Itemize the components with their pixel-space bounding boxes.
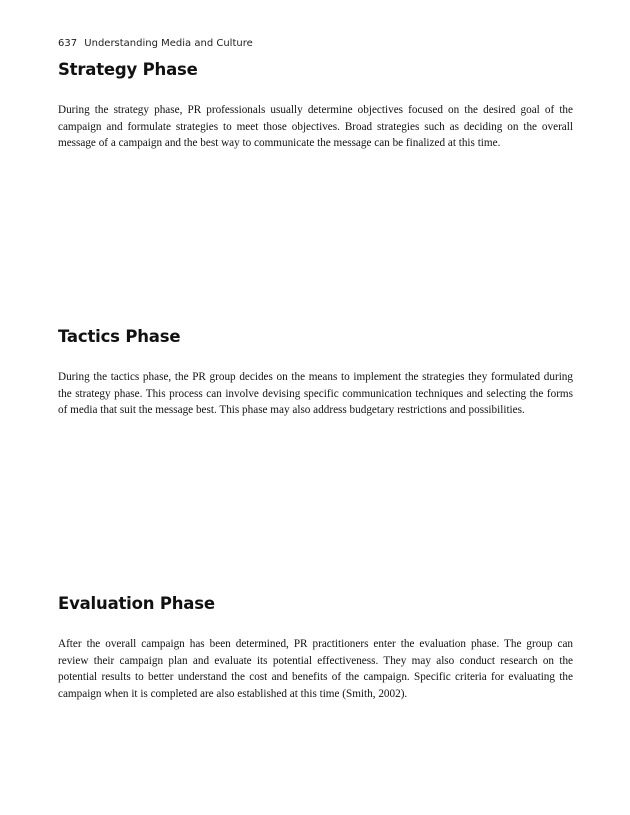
section-strategy-phase [58, 60, 573, 152]
section-evaluation-phase [58, 594, 573, 702]
section-paragraph: During the strategy phase, PR professionals usually determine objectives focused on the desired goal of the campaign and formulate strategies to meet those objectives. Broad strategies such as deciding on the overall message of a campaign and the best way to communicate the message can be finalized at this time. [58, 104, 573, 150]
page-number: 637 [58, 38, 78, 49]
section-heading: Evaluation Phase [58, 594, 215, 613]
section-tactics-phase [58, 327, 573, 419]
book-title: Understanding Media and Culture [84, 38, 253, 49]
section-paragraph: After the overall campaign has been determined, PR practitioners enter the evaluation phase. The group can review their campaign plan and evaluate its potential effectiveness. They may also conduct research on the potential results to better understand the cost and benefits of the campaign. Specific criteria for evaluating the campaign when it is completed are also established at this time (Smith, 2002). [58, 638, 573, 700]
section-heading: Tactics Phase [58, 327, 181, 346]
section-heading: Strategy Phase [58, 60, 198, 79]
section-paragraph: During the tactics phase, the PR group decides on the means to implement the strategies they formulated during the strategy phase. This process can involve devising specific communication techniques and selecting the forms of media that suit the message best. This phase may also address budgetary restrictions and possibilities. [58, 371, 573, 417]
running-header [58, 38, 253, 49]
